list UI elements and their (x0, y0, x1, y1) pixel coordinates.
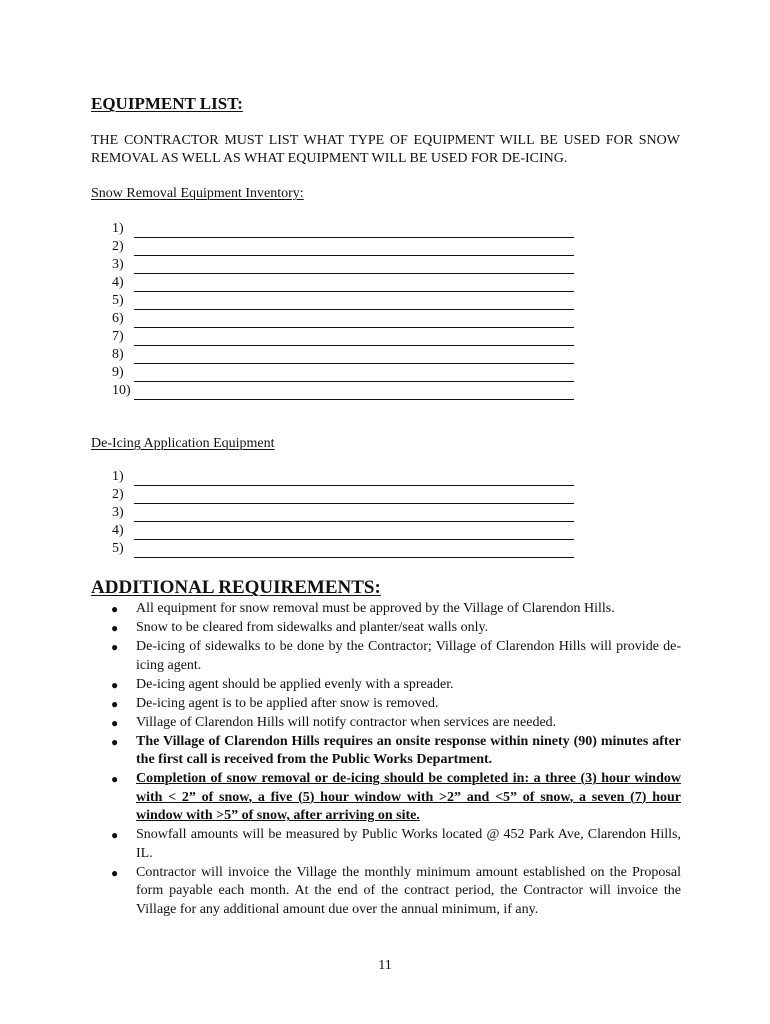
deicing-entry-number: 3) (112, 505, 124, 520)
deicing-entry-number: 1) (112, 469, 124, 484)
bullet-icon: ● (111, 640, 119, 654)
deicing-entry-number: 4) (112, 523, 124, 538)
bullet-icon: ● (111, 602, 119, 616)
bullet-icon: ● (111, 865, 119, 880)
requirement-text: Snowfall amounts will be measured by Public Works located @ 452 Park Ave, Clarendon Hills, IL. (136, 827, 681, 861)
intro-paragraph: THE CONTRACTOR MUST LIST WHAT TYPE OF EQUIPMENT WILL BE USED FOR SNOW REMOVAL AS WELL AS WHAT EQUIPMENT WILL BE USED FOR DE-ICING. (91, 133, 680, 166)
bullet-icon: ● (111, 677, 119, 692)
requirement-item (111, 864, 681, 920)
deicing-entry-number: 2) (112, 487, 124, 502)
snow-removal-entry-number: 5) (112, 293, 124, 308)
bullet-icon: ● (111, 772, 119, 786)
snow-removal-entry-blank[interactable] (134, 276, 574, 292)
snow-removal-entry-blank[interactable] (134, 348, 574, 364)
snow-removal-entry-number: 3) (112, 257, 124, 272)
deicing-entry-row (112, 540, 574, 558)
bullet-icon: ● (111, 696, 119, 711)
page-number: 11 (378, 958, 392, 973)
deicing-entry-blank[interactable] (134, 524, 574, 540)
bullet-icon: ● (111, 621, 119, 635)
snow-removal-entry-number: 1) (112, 221, 124, 236)
snow-removal-list (112, 220, 574, 400)
deicing-entry-row (112, 486, 574, 504)
snow-removal-entry-row (112, 328, 574, 346)
requirement-text: Snow to be cleared from sidewalks and planter/seat walls only. (136, 620, 489, 635)
deicing-entry-blank[interactable] (134, 506, 574, 522)
deicing-entry-blank[interactable] (134, 542, 574, 558)
snow-removal-entry-number: 7) (112, 329, 124, 344)
requirement-text: De-icing of sidewalks to be done by the Contractor; Village of Clarendon Hills will provide de-icing agent. (136, 639, 681, 673)
requirement-item (111, 695, 681, 714)
requirement-item (111, 714, 681, 733)
snow-removal-entry-row (112, 220, 574, 238)
deicing-entry-number: 5) (112, 541, 124, 556)
requirement-text: De-icing agent should be applied evenly with a spreader. (136, 676, 454, 692)
requirement-item (111, 619, 681, 638)
snow-removal-entry-row (112, 274, 574, 292)
requirement-item (111, 733, 681, 770)
requirement-text: Contractor will invoice the Village the monthly minimum amount established on the Proposal form payable each month. At the end of the contract period, the Contractor will invoice the Village for any additional amount due over the annual minimum, if any. (136, 864, 681, 917)
snow-removal-entry-number: 8) (112, 347, 124, 362)
requirement-text: De-icing agent is to be applied after snow is removed. (136, 695, 439, 711)
snow-removal-entry-blank[interactable] (134, 330, 574, 346)
deicing-entry-row (112, 522, 574, 540)
snow-removal-entry-row (112, 364, 574, 382)
deicing-entry-row (112, 504, 574, 522)
additional-requirements-heading: ADDITIONAL REQUIREMENTS: (91, 577, 381, 598)
requirement-item (111, 638, 681, 675)
requirement-item (111, 600, 681, 619)
snow-removal-entry-number: 2) (112, 239, 124, 254)
snow-removal-entry-row (112, 382, 574, 400)
requirement-text: Village of Clarendon Hills will notify contractor when services are needed. (136, 714, 557, 730)
requirements-list (111, 600, 681, 920)
deicing-entry-blank[interactable] (134, 470, 574, 486)
snow-removal-entry-blank[interactable] (134, 312, 574, 328)
snow-removal-entry-number: 4) (112, 275, 124, 290)
snow-removal-entry-blank[interactable] (134, 384, 574, 400)
deicing-label: De-Icing Application Equipment (91, 436, 275, 451)
deicing-list (112, 468, 574, 558)
deicing-entry-blank[interactable] (134, 488, 574, 504)
snow-removal-entry-blank[interactable] (134, 366, 574, 382)
snow-removal-label: Snow Removal Equipment Inventory: (91, 186, 304, 201)
snow-removal-entry-number: 10) (112, 383, 131, 398)
requirement-item (111, 770, 681, 826)
requirement-item (111, 676, 681, 695)
snow-removal-entry-number: 6) (112, 311, 124, 326)
requirement-item (111, 826, 681, 863)
snow-removal-entry-row (112, 238, 574, 256)
bullet-icon: ● (111, 828, 119, 842)
snow-removal-entry-blank[interactable] (134, 222, 574, 238)
bullet-icon: ● (111, 734, 119, 749)
snow-removal-entry-number: 9) (112, 365, 124, 380)
snow-removal-entry-row (112, 292, 574, 310)
equipment-list-heading: EQUIPMENT LIST: (91, 94, 243, 113)
requirement-text: The Village of Clarendon Hills requires an onsite response within ninety (90) minutes after the first call is received from the Public Works Department. (136, 733, 681, 767)
requirement-text: All equipment for snow removal must be approved by the Village of Clarendon Hills. (136, 601, 615, 616)
requirement-text: Completion of snow removal or de-icing should be completed in: a three (3) hour window with < 2” of snow, a five (5) hour window with >2” and <5” of snow, a seven (7) hour window with >5” of snow, after arriving on site. (136, 771, 681, 823)
snow-removal-entry-row (112, 310, 574, 328)
snow-removal-entry-row (112, 346, 574, 364)
snow-removal-entry-blank[interactable] (134, 240, 574, 256)
snow-removal-entry-blank[interactable] (134, 258, 574, 274)
deicing-entry-row (112, 468, 574, 486)
snow-removal-entry-blank[interactable] (134, 294, 574, 310)
bullet-icon: ● (111, 715, 119, 730)
snow-removal-entry-row (112, 256, 574, 274)
